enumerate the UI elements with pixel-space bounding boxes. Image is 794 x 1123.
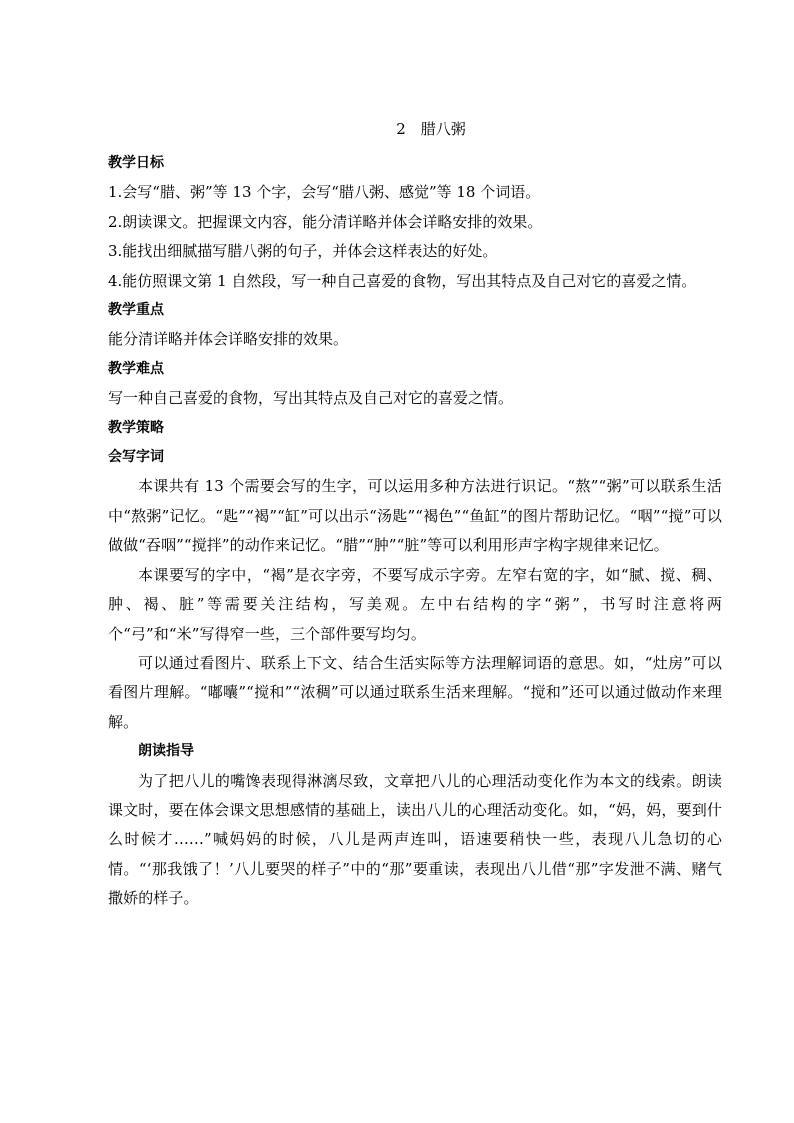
key-points-text: 能分清详略并体会详略安排的效果。 (108, 330, 349, 349)
writing-paragraph-2: 本课要写的字中，“褐”是衣字旁，不要写成示字旁。左窄右宽的字，如“腻、搅、稠、肿、褐、脏”等需要关注结构，写美观。左中右结构的字“粥”，书写时注意将两个“弓”和“米”写得窄一些，三个部件要写均匀。 (108, 565, 722, 643)
goal-item-3: 3.能找出细腻描写腊八粥的句子，并体会这样表达的好处。 (108, 242, 498, 261)
writing-heading: 会写字词 (108, 449, 164, 466)
page-title: 2 腊八粥 (396, 120, 466, 138)
goal-item-2: 2.朗读课文。把握课文内容，能分清详略并体会详略安排的效果。 (108, 212, 543, 231)
reading-heading: 朗读指导 (138, 743, 194, 760)
key-points-heading: 教学重点 (108, 302, 164, 319)
writing-paragraph-3: 可以通过看图片、联系上下文、结合生活实际等方法理解词语的意思。如，“灶房”可以看图片理解。“嘟囔”“搅和”“浓稠”可以通过联系生活来理解。“搅和”还可以通过做动作来理解。 (108, 653, 722, 731)
goal-item-1: 1.会写“腊、粥”等 13 个字，会写“腊八粥、感觉”等 18 个词语。 (108, 183, 541, 202)
difficulties-text: 写一种自己喜爱的食物，写出其特点及自己对它的喜爱之情。 (108, 389, 514, 408)
difficulties-heading: 教学难点 (108, 360, 164, 377)
reading-paragraph-1: 为了把八儿的嘴馋表现得淋漓尽致，文章把八儿的心理活动变化作为本文的线索。朗读课文时，要在体会课文思想感情的基础上，读出八儿的心理活动变化。如，“妈，妈，要到什么时候才……”喊妈妈的时候，八儿是两声连叫，语速要稍快一些，表现八儿急切的心情。“‘那我饿了！’八儿要哭的样子”中的“那”要重读，表现出八儿借“那”字发泄不满、赌气撒娇的样子。 (108, 771, 722, 908)
strategy-heading: 教学策略 (108, 419, 164, 436)
goal-item-4: 4.能仿照课文第 1 自然段，写一种自己喜爱的食物，写出其特点及自己对它的喜爱之情。 (108, 271, 697, 290)
document-page (108, 119, 722, 914)
goals-heading: 教学日标 (108, 155, 164, 171)
writing-paragraph-1: 本课共有 13 个需要会写的生字，可以运用多种方法进行识记。“熬”“粥”可以联系生活中“熬粥”记忆。“匙”“褐”“缸”可以出示“汤匙”“褐色”“鱼缸”的图片帮助记忆。“咽”“搅”可以做做“吞咽”“搅拌”的动作来记忆。“腊”“肿”“脏”等可以利用形声字构字规律来记忆。 (108, 477, 722, 555)
